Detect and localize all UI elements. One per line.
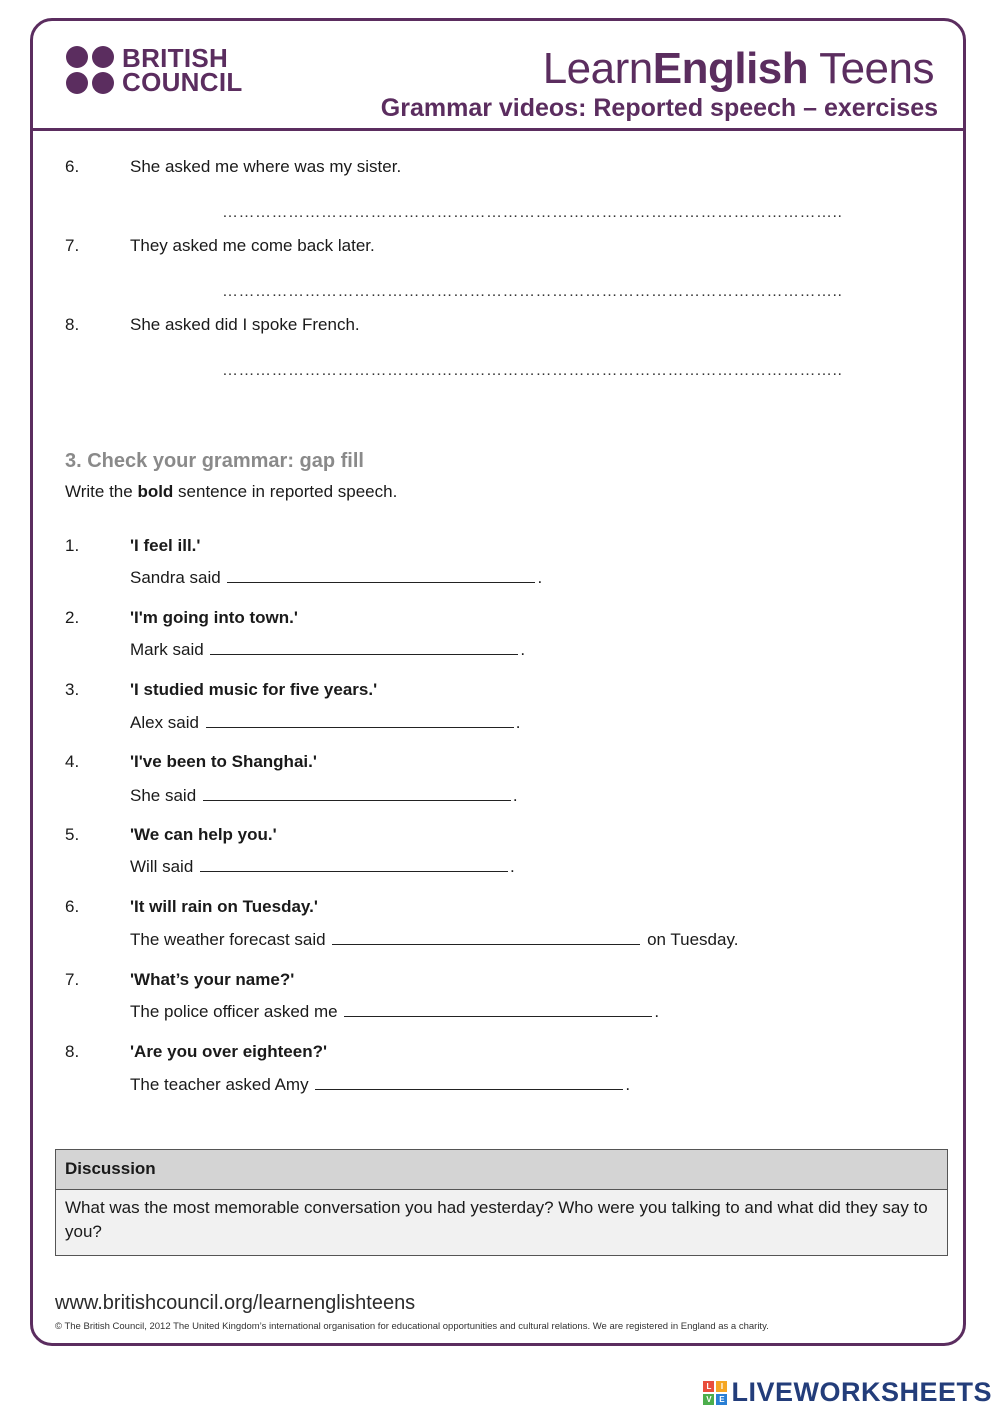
gap-fill-row: Alex said . <box>130 713 521 732</box>
gap-blank[interactable] <box>206 713 514 728</box>
liveworksheets-text: LIVEWORKSHEETS <box>731 1377 992 1407</box>
item-quote: 'What’s your name?' <box>130 970 295 989</box>
item-number: 3. <box>65 680 80 699</box>
item-number: 6. <box>65 897 80 916</box>
logo-dots-icon <box>66 46 114 94</box>
item-number: 8. <box>65 1042 80 1061</box>
gap-blank[interactable] <box>203 786 511 801</box>
answer-line[interactable]: ………………………………………………………………………………………………….. <box>222 283 843 300</box>
item-quote: 'We can help you.' <box>130 825 277 844</box>
gap-fill-row: The police officer asked me . <box>130 1002 660 1021</box>
gap-blank[interactable] <box>332 930 640 945</box>
gap-fill-row: She said . <box>130 786 518 805</box>
gap-fill-row: The weather forecast said on Tuesday. <box>130 930 739 949</box>
item-quote: 'I studied music for five years.' <box>130 680 378 699</box>
item-sentence: She asked did I spoke French. <box>130 315 360 334</box>
item-number: 5. <box>65 825 80 844</box>
item-quote: 'I'm going into town.' <box>130 608 298 627</box>
item-sentence: They asked me come back later. <box>130 236 375 255</box>
answer-line[interactable]: ………………………………………………………………………………………………….. <box>222 204 843 221</box>
discussion-text: What was the most memorable conversation you had yesterday? Who were you talking to and what did they say to you? <box>65 1198 928 1241</box>
section-instruction: Write the bold sentence in reported speech. <box>65 482 398 501</box>
gap-fill-row: Mark said . <box>130 640 526 659</box>
item-quote: 'It will rain on Tuesday.' <box>130 897 318 916</box>
discussion-heading: Discussion <box>56 1150 947 1190</box>
item-sentence: She asked me where was my sister. <box>130 157 402 176</box>
item-number: 2. <box>65 608 80 627</box>
gap-fill-row: Will said . <box>130 857 515 876</box>
gap-fill-row: Sandra said . <box>130 568 543 587</box>
discussion-box <box>55 1149 948 1256</box>
gap-blank[interactable] <box>315 1075 623 1090</box>
item-quote: 'I've been to Shanghai.' <box>130 752 317 771</box>
logo-line1: BRITISH <box>122 43 229 73</box>
item-quote: 'I feel ill.' <box>130 536 201 555</box>
gap-blank[interactable] <box>227 568 535 583</box>
footer-copyright: © The British Council, 2012 The United Kingdom’s international organisation for educational opportunities and cultural relations. We are registered in England as a charity. <box>55 1321 769 1332</box>
gap-blank[interactable] <box>200 857 508 872</box>
british-council-logo <box>66 43 243 97</box>
item-number: 8. <box>65 315 80 334</box>
header-divider <box>30 128 966 131</box>
learnenglish-teens-brand: LearnEnglish Teens <box>542 44 934 93</box>
liveworksheets-logo-icon: L I V E <box>703 1381 727 1405</box>
liveworksheets-watermark <box>703 1377 992 1408</box>
item-number: 6. <box>65 157 80 176</box>
item-quote: 'Are you over eighteen?' <box>130 1042 328 1061</box>
answer-line[interactable]: ………………………………………………………………………………………………….. <box>222 362 843 379</box>
gap-fill-row: The teacher asked Amy . <box>130 1075 631 1094</box>
section-title: 3. Check your grammar: gap fill <box>65 450 364 472</box>
footer-url: www.britishcouncil.org/learnenglishteens <box>55 1292 416 1314</box>
gap-blank[interactable] <box>344 1002 652 1017</box>
gap-blank[interactable] <box>210 640 518 655</box>
item-number: 1. <box>65 536 80 555</box>
item-number: 4. <box>65 752 80 771</box>
item-number: 7. <box>65 970 80 989</box>
page-subtitle: Grammar videos: Reported speech – exercises <box>380 94 938 122</box>
item-number: 7. <box>65 236 80 255</box>
logo-line2: COUNCIL <box>122 67 243 97</box>
